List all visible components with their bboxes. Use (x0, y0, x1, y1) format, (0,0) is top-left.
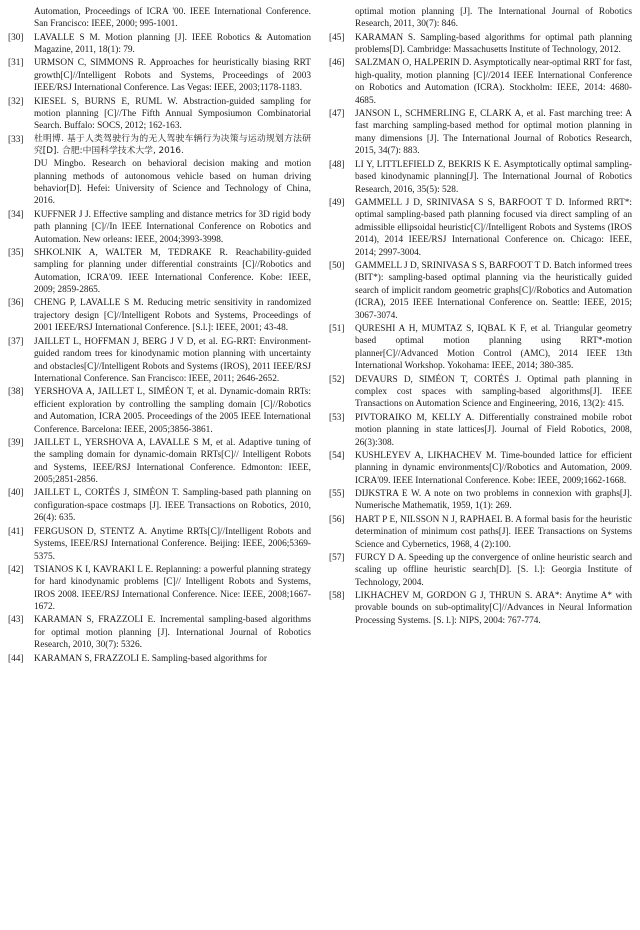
reference-number: [35] (8, 247, 24, 258)
right-column (329, 6, 632, 930)
reference-text-chinese: 杜明博. 基于人类驾驶行为的无人驾驶车辆行为决策与运动规划方法研究[D]. 合肥:中国科学技术大学, 2016. (34, 133, 311, 156)
reference-text: GAMMELL J D, SRINIVASA S S, BARFOOT T D. Batch informed trees (BIT*): sampling-based optimal planning via the heuristically guided search of implicit random geometric graphs[C]//Robotics and Automation (ICRA), 2015 IEEE International Conference on. Seattle: IEEE, 2015; 3067-3074. (355, 260, 632, 321)
reference-30 (8, 32, 311, 57)
reference-text: DEVAURS D, SIMÉON T, CORTÉS J. Optimal path planning in complex cost spaces with sampling-based algorithms[J]. IEEE Transactions on Automation Science and Engineering, 2016, 13(2): 415. (355, 374, 632, 410)
reference-34 (8, 209, 311, 246)
reference-number: [53] (329, 412, 345, 423)
reference-57 (329, 552, 632, 589)
reference-text: JAILLET L, CORTÉS J, SIMÉON T. Sampling-based path planning on configuration-space costmaps [J]. IEEE Transactions on Robotics, 2010, 26(4): 635. (34, 488, 311, 524)
reference-number: [36] (8, 298, 24, 309)
reference-51 (329, 323, 632, 373)
reference-text: FURCY D A. Speeding up the convergence of online heuristic search and scaling up offline heuristic search[D]. [S. l.]: Georgia Institute of Technology, 2004. (355, 552, 632, 588)
reference-text: JANSON L, SCHMERLING E, CLARK A, et al. Fast marching tree: A fast marching sampling-based method for optimal motion planning in many dimensions [J]. The International Journal of Robotics Research, 2015, 34(7): 883. (355, 109, 632, 157)
reference-number: [45] (329, 32, 345, 43)
reference-39 (8, 437, 311, 487)
reference-43 (8, 614, 311, 651)
reference-text: DIJKSTRA E W. A note on two problems in connexion with graphs[J]. Numerische Mathematik, 1959, 1(1): 269. (355, 488, 632, 512)
reference-number: [42] (8, 564, 24, 575)
reference-52 (329, 374, 632, 411)
reference-text: Automation, Proceedings of ICRA '00. IEEE International Conference. San Francisco: IEEE, 2000; 995-1001. (34, 7, 311, 30)
reference-47 (329, 108, 632, 158)
reference-42 (8, 564, 311, 614)
reference-44 (8, 653, 311, 665)
reference-55 (329, 488, 632, 513)
reference-number: [38] (8, 387, 24, 398)
reference-text: LIKHACHEV M, GORDON G J, THRUN S. ARA*: Anytime A* with provable bounds on sub-optimality[C]//Advances in Neural Information Processing Systems. [S. l.]: NIPS, 2004: 767-774. (355, 591, 632, 626)
reference-text: URMSON C, SIMMONS R. Approaches for heuristically biasing RRT growth[C]//Intelligent Robots and Systems, Proceedings of 2003 IEEE/RSJ International Conference. Las Vegas: IEEE, 2003;1178-1183. (34, 58, 311, 94)
reference-54 (329, 450, 632, 487)
reference-text: CHENG P, LAVALLE S M. Reducing metric sensitivity in randomized trajectory design [C]//Intelligent Robots and Systems, Proceedings of 2001 IEEE/RSJ International Conference. [S.l.]: IEEE, 2001; 43-48. (34, 298, 311, 334)
reference-number: [48] (329, 159, 345, 170)
reference-text: QURESHI A H, MUMTAZ S, IQBAL K F, et al. Triangular geometry based optimal motion planning using RRT*-motion planner[C]//Advanced Motion Control (AMC), 2014 IEEE 13th International Workshop. Yokohama: IEEE, 2014; 380-385. (355, 323, 632, 372)
reference-number: [51] (329, 323, 345, 334)
reference-35 (8, 247, 311, 297)
reference-45 (329, 32, 632, 57)
reference-number: [37] (8, 336, 24, 347)
reference-33-english (8, 158, 311, 208)
reference-text: optimal motion planning [J]. The International Journal of Robotics Research, 2011, 30(7): 846. (355, 7, 632, 30)
reference-text: SHKOLNIK A, WALTER M, TEDRAKE R. Reachability-guided sampling for planning under differential constraints [C]//Robotics and Automation, ICRA'09. IEEE International Conference. Kobe: IEEE, 2009; 2859-2865. (34, 247, 311, 296)
reference-text-english: DU Mingbo. Research on behavioral decision making and motion planning methods of autonomous vehicle based on human driving behavior[D]. Hefei: University of Science and Technology of China, 2016. (34, 159, 311, 207)
reference-46 (329, 57, 632, 107)
reference-40 (8, 487, 311, 524)
reference-number: [57] (329, 552, 345, 563)
reference-number: [30] (8, 32, 24, 43)
reference-32 (8, 96, 311, 133)
reference-49 (329, 197, 632, 259)
reference-number: [32] (8, 96, 24, 107)
reference-number: [41] (8, 526, 24, 537)
reference-58 (329, 590, 632, 627)
reference-number: [46] (329, 58, 345, 69)
reference-number: [54] (329, 450, 345, 461)
reference-text: LI Y, LITTLEFIELD Z, BEKRIS K E. Asymptotically optimal sampling-based kinodynamic planning[J]. The International Journal of Robotics Research, 2016, 35(5): 528. (355, 159, 632, 195)
reference-41 (8, 526, 311, 563)
reference-number: [40] (8, 488, 24, 499)
reference-text: KUSHLEYEV A, LIKHACHEV M. Time-bounded lattice for efficient planning in dynamic environments[C]//Robotics and Automation, 2009. ICRA'09. IEEE International Conference. Kobe: IEEE, 2009;1662-1668. (355, 450, 632, 486)
reference-number: [31] (8, 58, 24, 69)
reference-number: [52] (329, 374, 345, 385)
reference-number: [47] (329, 109, 345, 120)
left-column (8, 6, 311, 930)
reference-number: [43] (8, 615, 24, 626)
reference-text: KARAMAN S. Sampling-based algorithms for optimal path planning problems[D]. Cambridge: Massachusetts Institute of Technology, 2012. (355, 32, 632, 56)
reference-text: GAMMELL J D, SRINIVASA S S, BARFOOT T D. Informed RRT*: optimal sampling-based path planning focused via direct sampling of an admissible ellipsoidal heuristic[C]//Intelligent Robots and Systems (IROS 2014), 2014 IEEE/RSJ International Conference on. Chicago: IEEE, 2014; 2997-3004. (355, 197, 632, 258)
reference-37 (8, 336, 311, 386)
reference-text: LAVALLE S M. Motion planning [J]. IEEE Robotics & Automation Magazine, 2011, 18(1): 79. (34, 32, 311, 56)
reference-text: KUFFNER J J. Effective sampling and distance metrics for 3D rigid body path planning [C]//In IEEE International Conference on Robotics and Automation. New orleans: IEEE, 2004;3993-3998. (34, 209, 311, 245)
reference-48 (329, 159, 632, 196)
reference-number: [55] (329, 488, 345, 499)
reference-31 (8, 57, 311, 94)
reference-text: TSIANOS K I, KAVRAKI L E. Replanning: a powerful planning strategy for hard kinodynamic problems [C]// Intelligent Robots and Systems, IROS 2008. IEEE/RSJ International Conference. Nice: IEEE, 2008;1667-1672. (34, 564, 311, 613)
reference-53 (329, 412, 632, 449)
reference-number: [44] (8, 653, 24, 664)
reference-text: KARAMAN S, FRAZZOLI E. Sampling-based algorithms for (34, 653, 267, 664)
reference-number: [50] (329, 260, 345, 271)
reference-33 (8, 134, 311, 158)
reference-continuation (329, 6, 632, 31)
reference-number: [39] (8, 437, 24, 448)
reference-text: FERGUSON D, STENTZ A. Anytime RRTs[C]//Intelligent Robots and Systems, IEEE/RSJ International Conference. Beijing: IEEE, 2006;5369-5375. (34, 526, 311, 562)
reference-text: SALZMAN O, HALPERIN D. Asymptotically near-optimal RRT for fast, high-quality, motion planning [C]//2014 IEEE International Conference on Robotics and Automation (ICRA). Stockholm: IEEE, 2014: 4680-4685. (355, 58, 632, 106)
reference-number: [33] (8, 134, 24, 145)
reference-text: PIVTORAIKO M, KELLY A. Differentially constrained mobile robot motion planning in state lattices[J]. Journal of Field Robotics, 2008, 26(3):308. (355, 412, 632, 448)
reference-text: KIESEL S, BURNS E, RUML W. Abstraction-guided sampling for motion planning [C]//The Fifth Annual Symposiumon Combinatorial Search. Buffalo: SOCS, 2012; 162-163. (34, 96, 311, 132)
reference-38 (8, 386, 311, 436)
reference-text: HART P E, NILSSON N J, RAPHAEL B. A formal basis for the heuristic determination of minimum cost paths[J]. IEEE Transactions on Systems Science and Cybernetics, 1968, 4 (2):100. (355, 514, 632, 550)
reference-number: [34] (8, 209, 24, 220)
reference-continuation (8, 6, 311, 31)
reference-text: KARAMAN S, FRAZZOLI E. Incremental sampling-based algorithms for optimal motion planning [J]. International Journal of Robotics Research, 2010, 30(7): 5326. (34, 615, 311, 651)
reference-text: JAILLET L, HOFFMAN J, BERG J V D, et al. EG-RRT: Environment-guided random trees for kinodynamic motion planning with uncertainty and obstacles[C]//Intelligent Robots and Systems (IROS), 2011 IEEE/RSJ International Conference. San Francisco: IEEE, 2011; 2646-2652. (34, 336, 311, 384)
reference-text: JAILLET L, YERSHOVA A, LAVALLE S M, et al. Adaptive tuning of the sampling domain for dynamic-domain RRTs[C]// Intelligent Robots and Systems, IEEE/RSJ International Conference. Edmonton: IEEE, 2005;2851-2856. (34, 437, 311, 486)
reference-number: [56] (329, 514, 345, 525)
reference-36 (8, 297, 311, 334)
reference-number: [58] (329, 591, 345, 601)
reference-56 (329, 514, 632, 551)
reference-50 (329, 260, 632, 322)
reference-text: YERSHOVA A, JAILLET L, SIMÉON T, et al. Dynamic-domain RRTs: efficient exploration by controlling the sampling domain [C]//Robotics and Automation, ICRA 2005. Proceedings of the 2005 IEEE International Conference. Barcelona: IEEE, 2005;3856-3861. (34, 387, 311, 435)
reference-number: [49] (329, 197, 345, 208)
